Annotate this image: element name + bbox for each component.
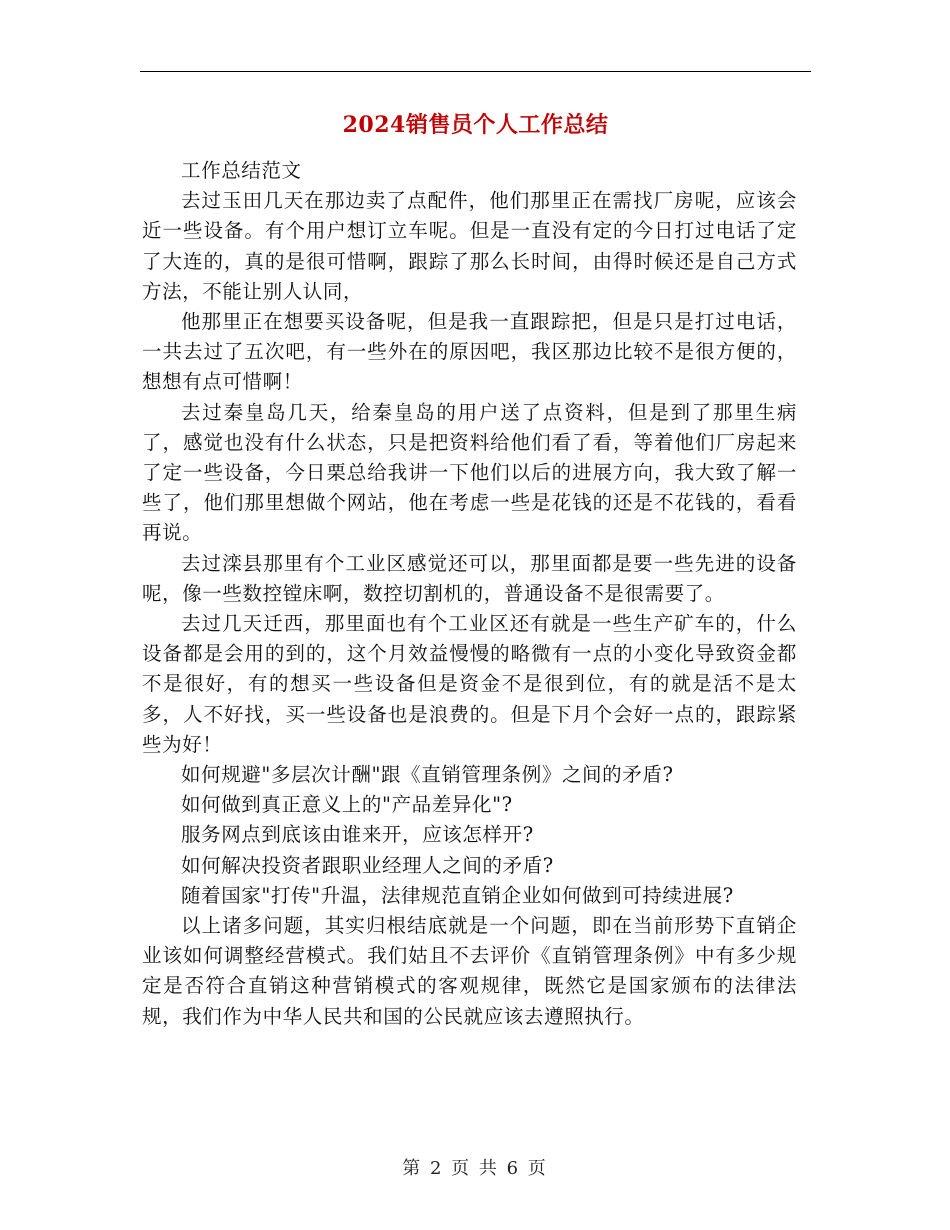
paragraph: 去过玉田几天在那边卖了点配件，他们那里正在需找厂房呢，应该会近一些设备。有个用户想订立车呢。但是一直没有定的今日打过电话了定了大连的，真的是很可惜啊，跟踪了那么长时间，由得时候还是自己方式方法，不能让别人认同， xyxy=(142,189,797,303)
question-item: 如何做到真正意义上的"产品差异化"? xyxy=(181,793,513,817)
document-body xyxy=(142,156,797,1032)
paragraph: 去过滦县那里有个工业区感觉还可以，那里面都是要一些先进的设备呢，像一些数控镗床啊，数控切割机的，普通设备不是很需要了。 xyxy=(142,551,797,605)
paragraph: 以上诸多问题，其实归根结底就是一个问题，即在当前形势下直销企业该如何调整经营模式。我们姑且不去评价《直销管理条例》中有多少规定是否符合直销这种营销模式的客观规律，既然它是国家颁布的法律法规，我们作为中华人民共和国的公民就应该去遵照执行。 xyxy=(142,914,797,1028)
question-item: 如何规避"多层次计酬"跟《直销管理条例》之间的矛盾? xyxy=(181,763,674,787)
paragraph: 工作总结范文 xyxy=(181,159,302,182)
paragraph: 去过几天迁西，那里面也有个工业区还有就是一些生产矿车的，什么设备都是会用的到的，这个月效益慢慢的略微有一点的小变化导致资金都不是很好，有的想买一些设备但是资金不是很到位，有的就是活不是太多，人不好找，买一些设备也是浪费的。但是下月个会好一点的，跟踪紧些为好！ xyxy=(142,612,797,756)
page-number: 第 2 页 共 6 页 xyxy=(402,1158,548,1179)
question-item: 服务网点到底该由谁来开，应该怎样开? xyxy=(181,823,534,847)
question-item: 如何解决投资者跟职业经理人之间的矛盾? xyxy=(181,853,554,877)
paragraph: 他那里正在想要买设备呢，但是我一直跟踪把，但是只是打过电话，一共去过了五次吧，有一些外在的原因吧，我区那边比较不是很方便的，想想有点可惜啊！ xyxy=(142,310,797,394)
paragraph: 去过秦皇岛几天，给秦皇岛的用户送了点资料，但是到了那里生病了，感觉也没有什么状态，只是把资料给他们看了看，等着他们厂房起来了定一些设备，今日栗总给我讲一下他们以后的进展方向，我大致了解一些了，他们那里想做个网站，他在考虑一些是花钱的还是不花钱的，看看再说。 xyxy=(142,400,797,545)
question-item: 随着国家"打传"升温，法律规范直销企业如何做到可持续进展? xyxy=(181,883,734,907)
document-title: 2024销售员个人工作总结 xyxy=(342,112,609,138)
header-rule xyxy=(140,71,811,72)
